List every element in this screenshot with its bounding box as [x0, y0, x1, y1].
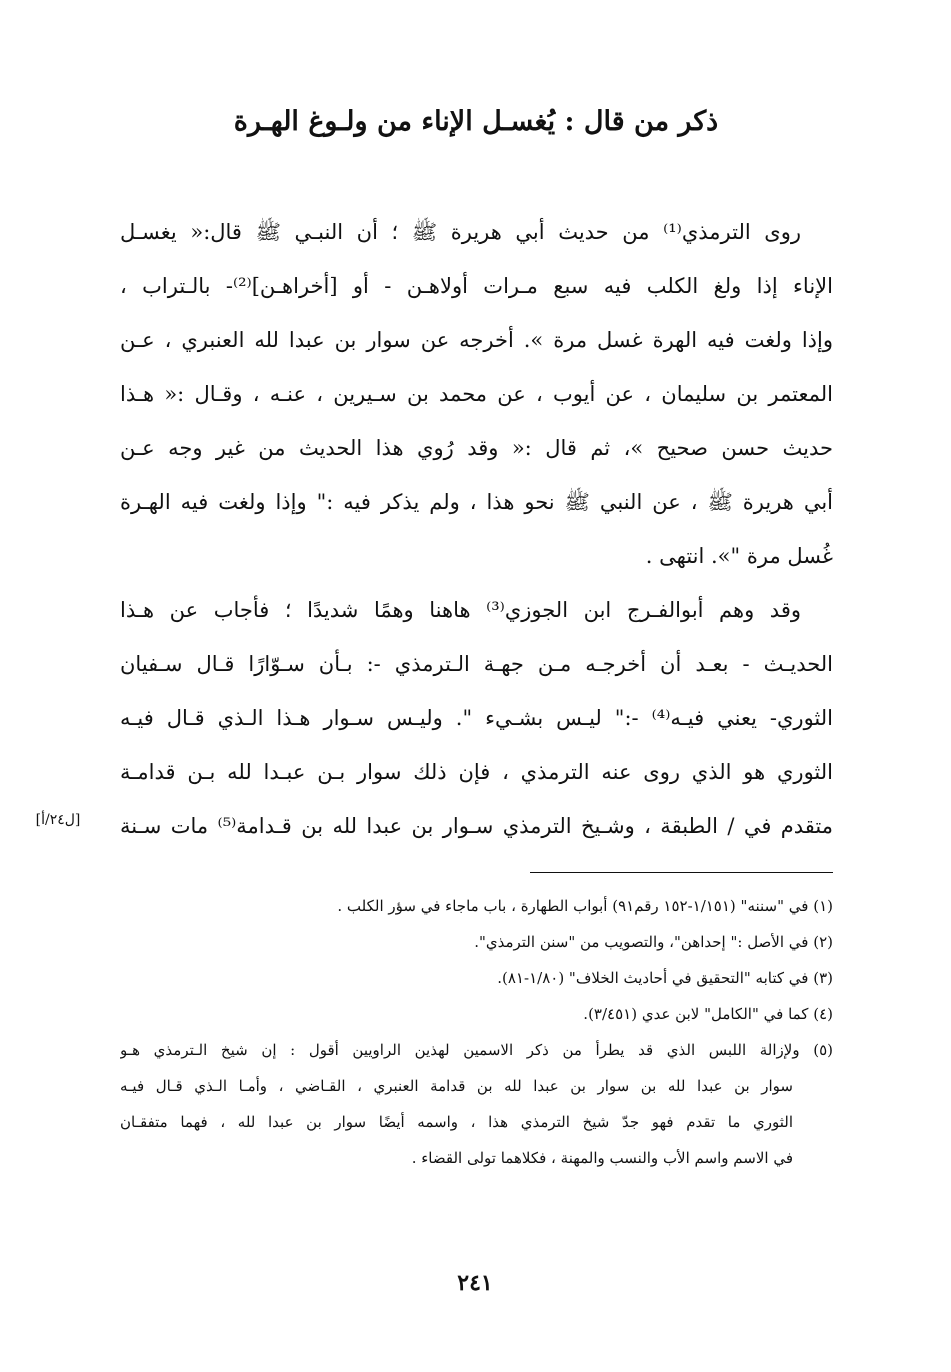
- body-line: وقد وهم أبوالفـرج ابن الجوزي⁽³⁾ هاهنا وهمًا شديدًا ؛ فأجاب عن هـذا: [120, 598, 801, 622]
- body-line: متقدم في / الطبقة ، وشـيخ الترمذي سـوار بن عبدا لله بن قـدامة⁽⁵⁾ مات سـنة: [120, 814, 833, 838]
- footnote-4: (٤) كما في "الكامل" لابن عدي (٣/٤٥١).: [583, 1005, 833, 1023]
- footnotes: [120, 888, 833, 1176]
- body-line: الإناء إذا ولغ الكلب فيه سبع مـرات أولاهـن - أو [أخراهـن]⁽²⁾- بالـتراب ،: [120, 274, 833, 298]
- page-title: ذكر من قال : يُغسـل الإناء من ولـوغ الهـرة: [233, 106, 719, 137]
- body-line: غُسل مرة "». انتهى .: [645, 544, 833, 568]
- footnote-3: (٣) في كتابه "التحقيق في أحاديث الخلاف" (١/٨٠-٨١).: [497, 969, 833, 987]
- body-line: أبي هريرة ﷺ ، عن النبي ﷺ نحو هذا ، ولم يذكر فيه :" وإذا ولغت فيه الهـرة: [120, 490, 833, 514]
- body-line: روى الترمذي⁽¹⁾ من حديث أبي هريرة ﷺ ؛ أن النبـي ﷺ قال:« يغسـل: [120, 220, 802, 244]
- footnote-5: [120, 1032, 833, 1176]
- footnote-5-line: في الاسم واسم الأب والنسب والمهنة ، فكلاهما تولى القضاء .: [411, 1149, 793, 1167]
- footnote-2: (٢) في الأصل :" إحداهن"، والتصويب من "سنن الترمذي".: [474, 933, 833, 951]
- page-number: ٢٤١: [457, 1270, 493, 1296]
- body-line: وإذا ولغت فيه الهرة غسل مرة ». أخرجه عن سوار بن عبدا لله العنبري ، عـن: [120, 328, 833, 352]
- footnote-5-line: سوار بن عبدا لله بن سوار بن عبدا لله بن قدامة العنبري ، القـاضي ، وأمـا الـذي قـال فيـه: [120, 1077, 793, 1095]
- body-line: الثوري- يعني فيـه⁽⁴⁾ -:" ليـس بشـيء ". وليـس سـوار هـذا الـذي قـال فيـه: [120, 706, 833, 730]
- footnote-5-line: (٥) ولإزالة اللبس الذي قد يطرأ من ذكر الاسمين لهذين الراويين أقول : إن شيخ الـترمذي هـو: [120, 1041, 833, 1059]
- body-line: المعتمر بن سليمان ، عن أيوب ، عن محمد بن سـيرين ، عنـه ، وقـال :« هـذا: [120, 382, 833, 406]
- manuscript-folio-note: [ل٢٤/أ]: [35, 812, 81, 828]
- body-line: الثوري هو الذي روى عنه الترمذي ، فإن ذلك سوار بـن عبـدا لله بـن قدامـة: [120, 760, 833, 784]
- footnote-5-line: الثوري ما تقدم فهو جدّ شيخ الترمذي هذا ، واسمه أيضًا سوار بن عبدا لله ، فهما متفقـان: [120, 1113, 793, 1131]
- footnote-divider: [530, 872, 833, 873]
- body-line: حديث حسن صحيح »، ثم قال :« وقد رُوي هذا الحديث من غير وجه عـن: [120, 436, 833, 460]
- footnote-1: (١) في "سننه" (١/١٥١-١٥٢ رقم٩١) أبواب الطهارة ، باب ماجاء في سؤر الكلب .: [337, 897, 833, 915]
- body-line: الحديـث - بعـد أن أخرجـه مـن جهـة الـترمذي -: بـأن سـوّارًا قـال سـفيان: [120, 652, 833, 676]
- body-text: [120, 205, 833, 853]
